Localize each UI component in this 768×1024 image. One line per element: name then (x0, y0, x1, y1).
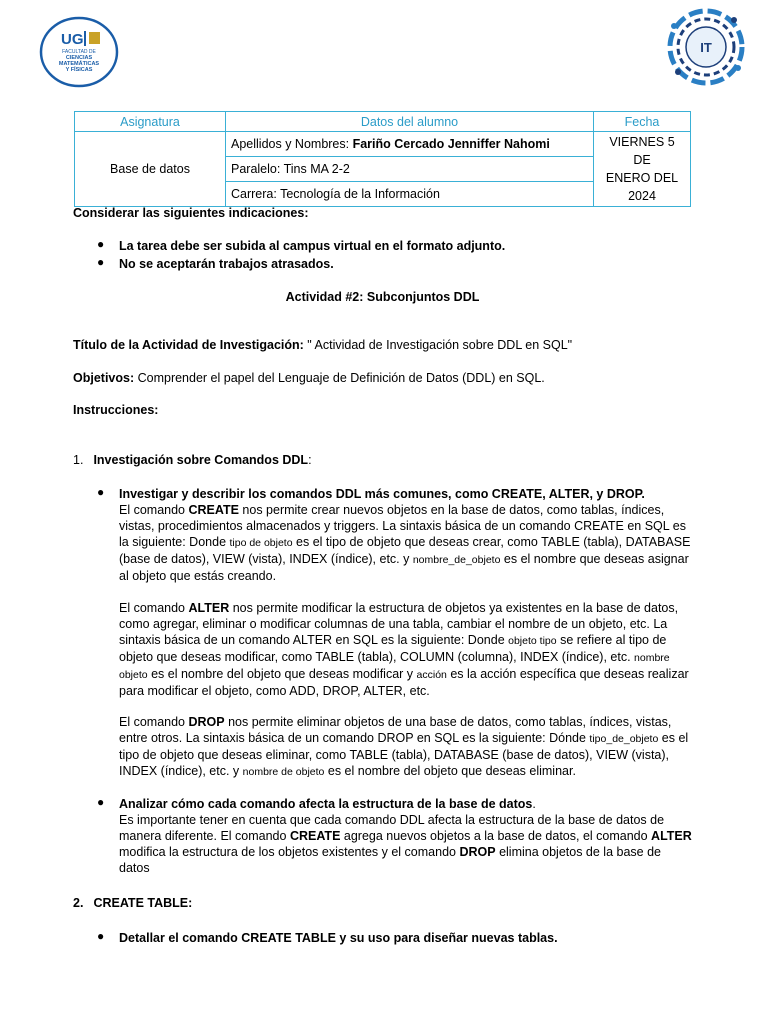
date-cell (594, 132, 691, 207)
bullet-icon: ● (97, 929, 105, 943)
create-text-f: nombre_de_objeto (412, 554, 501, 566)
career-logo (664, 6, 748, 88)
research-value: " Actividad de Investigación sobre DDL en SQL" (303, 338, 573, 352)
section-1-title: Investigación sobre Comandos DDL (93, 453, 309, 467)
bullet-icon: ● (97, 795, 105, 809)
section-1-heading (73, 452, 693, 468)
logo-brand-text: UG (61, 31, 84, 48)
create-paragraph (119, 502, 694, 584)
alter-text-c: nos permite modificar la estructura de objetos ya existentes en la base de datos, como agregar, eliminar o modificar columnas de una tabla, cambiar el nombre de un objeto, etc. La sintaxis básica de un comando ALTER en SQL es la siguiente: Donde (119, 601, 679, 647)
section-1-number: 1. (73, 453, 84, 467)
create-text-e: es el tipo de objeto que deseas crear, como TABLE (tabla), DATABASE (base de datos), VIEW (vista), INDEX (índice), etc. y (119, 535, 691, 566)
name-value: Fariño Cercado Jenniffer Nahomi (352, 137, 550, 151)
instructions-label: Instrucciones: (73, 403, 159, 417)
alter-text-g: es el nombre del objeto que deseas modificar y (147, 667, 417, 681)
header-subject: Asignatura (75, 112, 226, 132)
indication-2: No se aceptarán trabajos atrasados. (119, 257, 334, 271)
logo-line-2: CIENCIAS (65, 55, 93, 61)
create-text-g: es el nombre que deseas asignar al objeto que estás creando. (119, 552, 689, 583)
date-line-1: VIERNES 5 DE (609, 135, 675, 167)
analysis-keyword-create: CREATE (289, 829, 341, 843)
analysis-text-c: agrega nuevos objetos a la base de datos, el comando (340, 829, 652, 843)
section-2-title: CREATE TABLE: (93, 896, 193, 910)
indication-1: La tarea debe ser subida al campus virtual en el formato adjunto. (119, 239, 506, 253)
objectives-value: Comprender el papel del Lenguaje de Definición de Datos (DDL) en SQL. (134, 371, 545, 385)
objectives (73, 370, 693, 386)
indications-title: Considerar las siguientes indicaciones: (73, 206, 309, 220)
create-text-c: nos permite crear nuevos objetos en la base de datos, como tablas, índices, vistas, procedimientos almacenados y triggers. La sintaxis básica de un comando CREATE en SQL es la siguiente: Donde (119, 503, 686, 549)
create-text-d: tipo de objeto (229, 537, 293, 549)
bullet-icon: ● (97, 255, 105, 269)
header-date: Fecha (594, 112, 691, 132)
name-label: Apellidos y Nombres: (231, 137, 350, 151)
subject-cell: Base de datos (75, 132, 226, 207)
drop-text-f: nombre de objeto (242, 766, 325, 778)
alter-text-i: es la acción específica que deseas realizar para modificar el objeto, como ADD, DROP, ALTER, etc. (119, 667, 689, 698)
research-title (73, 337, 693, 353)
logo-line-3: MATEMÁTICAS (58, 61, 100, 67)
logo-line-1: FACULTAD DE (62, 49, 96, 55)
career-cell: Carrera: Tecnología de la Información (226, 182, 594, 207)
section-2-bullet-1: Detallar el comando CREATE TABLE y su uso para diseñar nuevas tablas. (119, 931, 558, 945)
create-keyword: CREATE (188, 503, 239, 517)
student-info-table (74, 111, 691, 207)
analysis-paragraph (119, 812, 694, 876)
drop-text-c: nos permite eliminar objetos de una base de datos, como tablas, índices, vistas, entre otros. La sintaxis básica de un comando DROP en SQL es la siguiente: Dónde (119, 715, 672, 745)
section-1-suffix: : (308, 453, 312, 467)
alter-text-f: nombre objeto (119, 652, 670, 681)
analysis-text-a: Es importante tener en cuenta que cada comando DDL afecta la estructura de la base de datos de manera diferente. El comando (119, 813, 665, 843)
analysis-keyword-alter: ALTER (651, 829, 692, 843)
bullet-2-title-text: Analizar cómo cada comando afecta la estructura de la base de datos (119, 797, 533, 811)
drop-text-g: es el nombre del objeto que deseas eliminar. (324, 764, 576, 778)
alter-text-e: se refiere al tipo de objeto que deseas modificar, como TABLE (tabla), COLUMN (columna), INDEX (índice), etc. (119, 633, 667, 664)
section-2-number: 2. (73, 896, 84, 910)
drop-text-d: tipo_de_objeto (589, 733, 659, 745)
section-2-heading (73, 895, 693, 911)
analysis-text-g: elimina objetos de la base de datos (119, 845, 661, 875)
activity-title: Actividad #2: Subconjuntos DDL (285, 290, 480, 304)
logo-it-text: IT (700, 40, 712, 55)
objectives-label: Objetivos: (73, 371, 135, 385)
alter-keyword: ALTER (188, 601, 230, 615)
bullet-2-title-dot: . (532, 797, 536, 811)
parallel-cell: Paralelo: Tins MA 2-2 (226, 157, 594, 182)
analysis-text-e: modifica la estructura de los objetos existentes y el comando (119, 845, 460, 859)
analysis-keyword-drop: DROP (459, 845, 496, 859)
date-line-2: ENERO DEL 2024 (605, 171, 679, 203)
alter-text-a: El comando (119, 601, 189, 615)
drop-text-e: es el tipo de objeto que deseas eliminar, como TABLE (tabla), DATABASE (base de datos), VIEW (vista), INDEX (índice), etc. y (119, 731, 689, 778)
university-logo (39, 16, 119, 88)
section-1-bullet-1-title: Investigar y describir los comandos DDL más comunes, como CREATE, ALTER, y DROP. (119, 487, 645, 501)
drop-paragraph (119, 714, 694, 780)
logo-line-4: Y FÍSICAS (65, 67, 93, 73)
drop-keyword: DROP (188, 715, 225, 729)
student-name-cell (226, 132, 594, 157)
alter-text-d: objeto tipo (508, 635, 557, 647)
drop-text-a: El comando (119, 715, 189, 729)
alter-text-h: acción (416, 669, 447, 681)
section-1-bullet-2-title (119, 796, 694, 812)
bullet-icon: ● (97, 237, 105, 251)
bullet-icon: ● (97, 485, 105, 499)
header-student: Datos del alumno (226, 112, 594, 132)
create-text-a: El comando (119, 503, 189, 517)
research-label: Título de la Actividad de Investigación: (73, 338, 304, 352)
alter-paragraph (119, 600, 694, 699)
